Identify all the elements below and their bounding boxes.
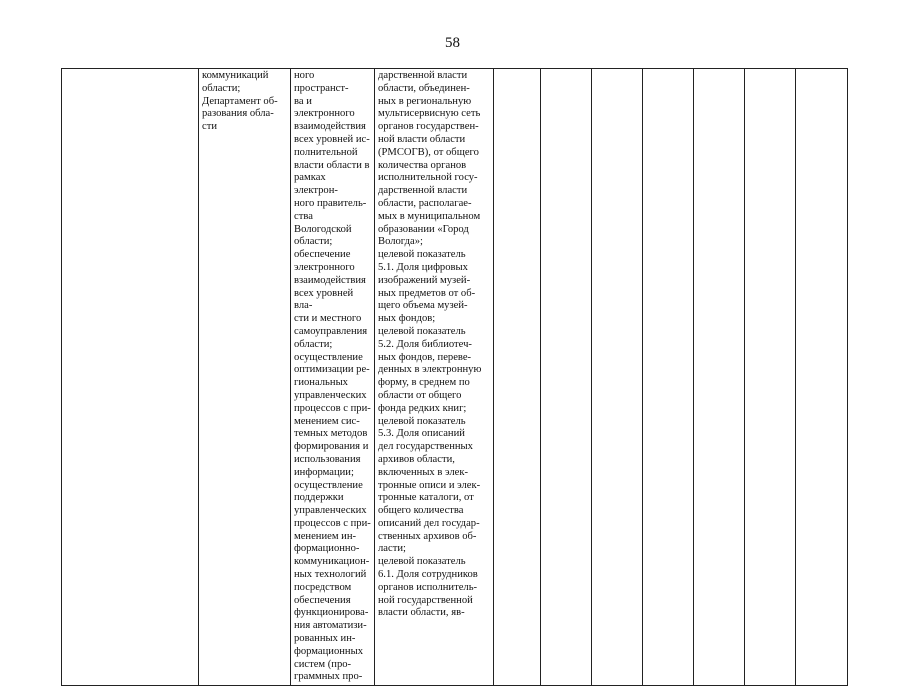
cell-tasks	[291, 69, 375, 686]
cell-empty-5	[494, 69, 541, 686]
indicators-text: дарственной власти области, объединен- ных в региональную мультисервисную сеть органов государствен- ной власти области (РМСОГВ), от общего количества органов исполнительной госу- дарственной власти области, располагае- мых в муниципальном образовании «Город Вологда»; целевой показатель 5.1. Доля цифровых изображений музей- ных предметов от об- щего объема музей- ных фондов; целевой показатель 5.2. Доля библиотеч- ных фондов, переве- денных в электронную форму, в среднем по области от общего фонда редких книг; целевой показатель 5.3. Доля описаний дел государственных архивов области, включенных в элек- тронные описи и элек- тронные каталоги, от общего количества описаний дел государ- ственных архивов об- ласти; целевой показатель 6.1. Доля сотрудников органов исполнитель- ной государственной власти области, яв-	[378, 70, 482, 619]
cell-empty-1	[62, 69, 199, 686]
table-row	[62, 69, 848, 686]
cell-empty-10	[745, 69, 796, 686]
cell-empty-8	[643, 69, 694, 686]
tasks-text: ного пространст- ва и электронного взаимодействия всех уровней ис- полнительной власти области в рамках электрон- ного правитель- ства Вологодской области; обеспечение электронного взаимодействия всех уровней вла- сти и местного самоуправления области; осуществление оптимизации ре- гиональных управленческих процессов с при- менением сис- темных методов формирования и использования информации; осуществление поддержки управленческих процессов с при- менением ин- формационно- коммуникацион- ных технологий посредством обеспечения функционирова- ния автоматизи- рованных ин- формационных систем (про- граммных про-	[294, 70, 371, 683]
cell-responsible	[199, 69, 291, 686]
responsible-text: коммуникаций области; Департамент об- разования обла- сти	[202, 70, 278, 133]
cell-empty-6	[541, 69, 592, 686]
cell-empty-7	[592, 69, 643, 686]
cell-indicators	[375, 69, 494, 686]
cell-empty-11	[796, 69, 848, 686]
page-number: 58	[445, 35, 460, 51]
cell-empty-9	[694, 69, 745, 686]
data-table	[61, 68, 848, 686]
